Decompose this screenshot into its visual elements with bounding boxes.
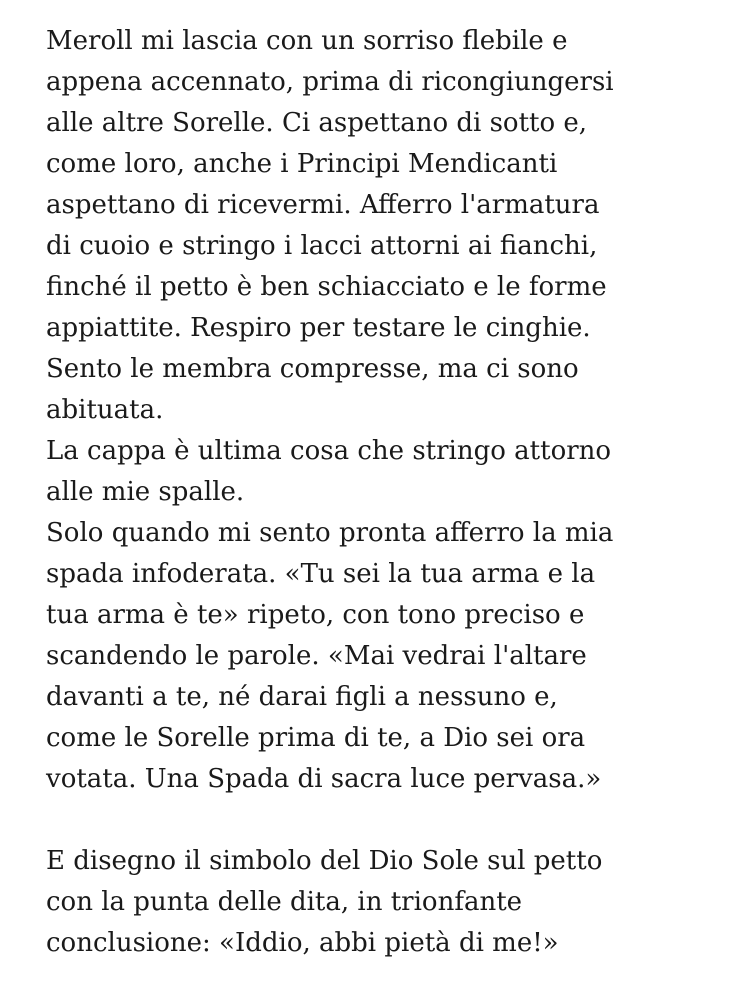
paragraph (46, 431, 706, 513)
text-line: di cuoio e stringo i lacci attorni ai fianchi, (46, 231, 598, 261)
paragraph (46, 513, 706, 800)
reader-page-text (46, 21, 706, 964)
text-line: Meroll mi lascia con un sorriso flebile e (46, 26, 568, 56)
text-line: aspettano di ricevermi. Afferro l'armatura (46, 190, 600, 220)
paragraph-spacer (46, 800, 706, 841)
text-line: E disegno il simbolo del Dio Sole sul petto (46, 846, 603, 876)
text-line: La cappa è ultima cosa che stringo attorno (46, 436, 612, 466)
text-line: con la punta delle dita, in trionfante (46, 887, 523, 917)
text-line: spada infoderata. «Tu sei la tua arma e la (46, 559, 596, 589)
text-line: finché il petto è ben schiacciato e le forme (46, 272, 607, 302)
text-line: come loro, anche i Principi Mendicanti (46, 149, 558, 179)
text-line: alle altre Sorelle. Ci aspettano di sotto e, (46, 108, 588, 138)
text-line: scandendo le parole. «Mai vedrai l'altare (46, 641, 587, 671)
text-line: appiattite. Respiro per testare le cinghie. (46, 313, 591, 343)
paragraph (46, 21, 706, 431)
text-line: alle mie spalle. (46, 477, 245, 507)
text-line: tua arma è te» ripeto, con tono preciso e (46, 600, 585, 630)
text-line: appena accennato, prima di ricongiungersi (46, 67, 614, 97)
text-line: conclusione: «Iddio, abbi pietà di me!» (46, 928, 559, 958)
text-line: abituata. (46, 395, 164, 425)
text-line: Sento le membra compresse, ma ci sono (46, 354, 579, 384)
text-line: come le Sorelle prima di te, a Dio sei ora (46, 723, 586, 753)
text-line: votata. Una Spada di sacra luce pervasa.» (46, 764, 602, 794)
paragraph (46, 841, 706, 964)
text-line: Solo quando mi sento pronta afferro la mia (46, 518, 614, 548)
text-line: davanti a te, né darai figli a nessuno e, (46, 682, 558, 712)
